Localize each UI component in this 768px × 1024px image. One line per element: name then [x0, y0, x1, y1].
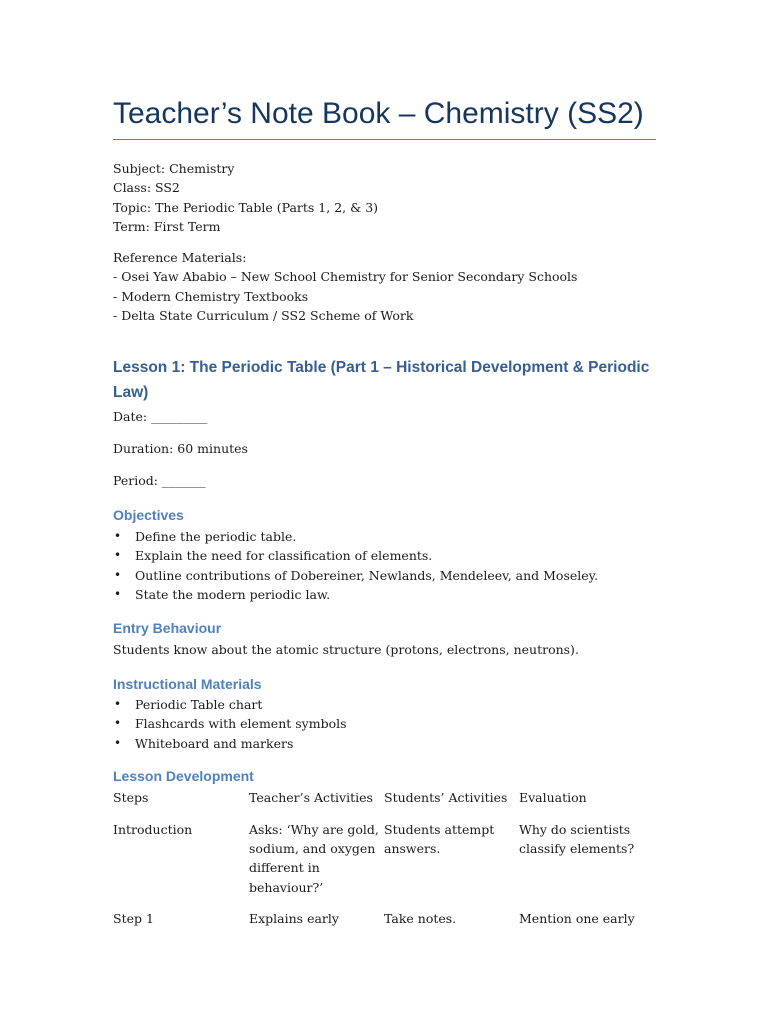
- cell-evaluation: [519, 909, 658, 928]
- cell-text: sodium, and oxygen: [249, 841, 376, 857]
- lesson-meta: [113, 159, 378, 236]
- objective-text: State the modern periodic law.: [135, 586, 331, 602]
- cell-text: answers.: [384, 841, 441, 857]
- cell-text: Why do scientists: [519, 821, 631, 837]
- materials-list: [113, 695, 347, 753]
- reference-item: - Delta State Curriculum / SS2 Scheme of Work: [113, 307, 414, 323]
- cell-text: Asks: ‘Why are gold,: [249, 821, 379, 837]
- bullet-icon: •: [114, 697, 122, 711]
- column-header-teacher: Teacher’s Activities: [249, 790, 373, 805]
- bullet-icon: •: [114, 735, 122, 750]
- period-field: Period: _______: [113, 473, 206, 488]
- material-text: Whiteboard and markers: [135, 735, 294, 751]
- cell-text: Take notes.: [384, 911, 457, 927]
- objectives-list: [113, 527, 598, 604]
- document-title: Teacher’s Note Book – Chemistry (SS2): [113, 97, 644, 130]
- column-header-students: Students’ Activities: [384, 790, 508, 805]
- cell-text: Students attempt: [384, 821, 495, 837]
- cell-text: behaviour?’: [249, 879, 324, 895]
- cell-evaluation: [519, 820, 658, 897]
- title-underline: [113, 139, 656, 140]
- table-row: [113, 909, 658, 928]
- bullet-icon: •: [114, 529, 122, 543]
- reference-heading: Reference Materials:: [113, 250, 247, 265]
- reference-item: - Modern Chemistry Textbooks: [113, 288, 309, 304]
- term-line: Term: First Term: [113, 218, 221, 234]
- class-line: Class: SS2: [113, 180, 180, 196]
- list-item: [113, 714, 347, 733]
- material-text: Flashcards with element symbols: [135, 716, 347, 732]
- objective-text: Explain the need for classification of elements.: [135, 548, 433, 564]
- material-text: Periodic Table chart: [135, 697, 263, 712]
- cell-text: Step 1: [113, 911, 154, 927]
- cell-text: different in: [249, 860, 320, 876]
- bullet-icon: •: [114, 548, 122, 563]
- list-item: [113, 734, 347, 753]
- objective-text: Define the periodic table.: [135, 529, 297, 544]
- reference-materials: [113, 248, 577, 325]
- objectives-heading: Objectives: [113, 507, 184, 523]
- instructional-materials-heading: Instructional Materials: [113, 676, 262, 692]
- duration-field: Duration: 60 minutes: [113, 441, 248, 456]
- reference-item: - Osei Yaw Ababio – New School Chemistry for Senior Secondary Schools: [113, 269, 578, 285]
- cell-text: Mention one early: [519, 911, 635, 927]
- entry-behaviour-heading: Entry Behaviour: [113, 620, 222, 636]
- cell-text: Explains early: [249, 911, 339, 927]
- table-row: [113, 820, 658, 897]
- cell-steps: [113, 820, 249, 897]
- cell-students: [384, 909, 519, 928]
- column-header-evaluation: Evaluation: [519, 790, 587, 805]
- list-item: [113, 695, 347, 714]
- cell-teacher: [249, 909, 384, 928]
- bullet-icon: •: [114, 716, 122, 731]
- lesson-development-table: [113, 788, 658, 941]
- list-item: [113, 585, 598, 604]
- list-item: [113, 546, 598, 565]
- lesson-development-heading: Lesson Development: [113, 768, 254, 784]
- bullet-icon: •: [114, 586, 122, 601]
- table-header-row: [113, 788, 658, 807]
- objective-text: Outline contributions of Dobereiner, Newlands, Mendeleev, and Moseley.: [135, 567, 599, 583]
- lesson-1-heading: Lesson 1: The Periodic Table (Part 1 – Historical Development & Periodic Law): [113, 359, 650, 401]
- list-item: [113, 527, 598, 546]
- subject-line: Subject: Chemistry: [113, 161, 235, 176]
- cell-students: [384, 820, 519, 897]
- entry-behaviour-text: Students know about the atomic structure (protons, electrons, neutrons).: [113, 642, 579, 657]
- cell-steps: [113, 909, 249, 928]
- column-header-steps: Steps: [113, 790, 149, 805]
- cell-teacher: [249, 820, 384, 897]
- cell-text: Introduction: [113, 821, 193, 837]
- date-field: Date: _________: [113, 409, 208, 424]
- cell-text: classify elements?: [519, 841, 635, 857]
- topic-line: Topic: The Periodic Table (Parts 1, 2, & 3): [113, 199, 379, 215]
- bullet-icon: •: [114, 567, 122, 582]
- list-item: [113, 566, 598, 585]
